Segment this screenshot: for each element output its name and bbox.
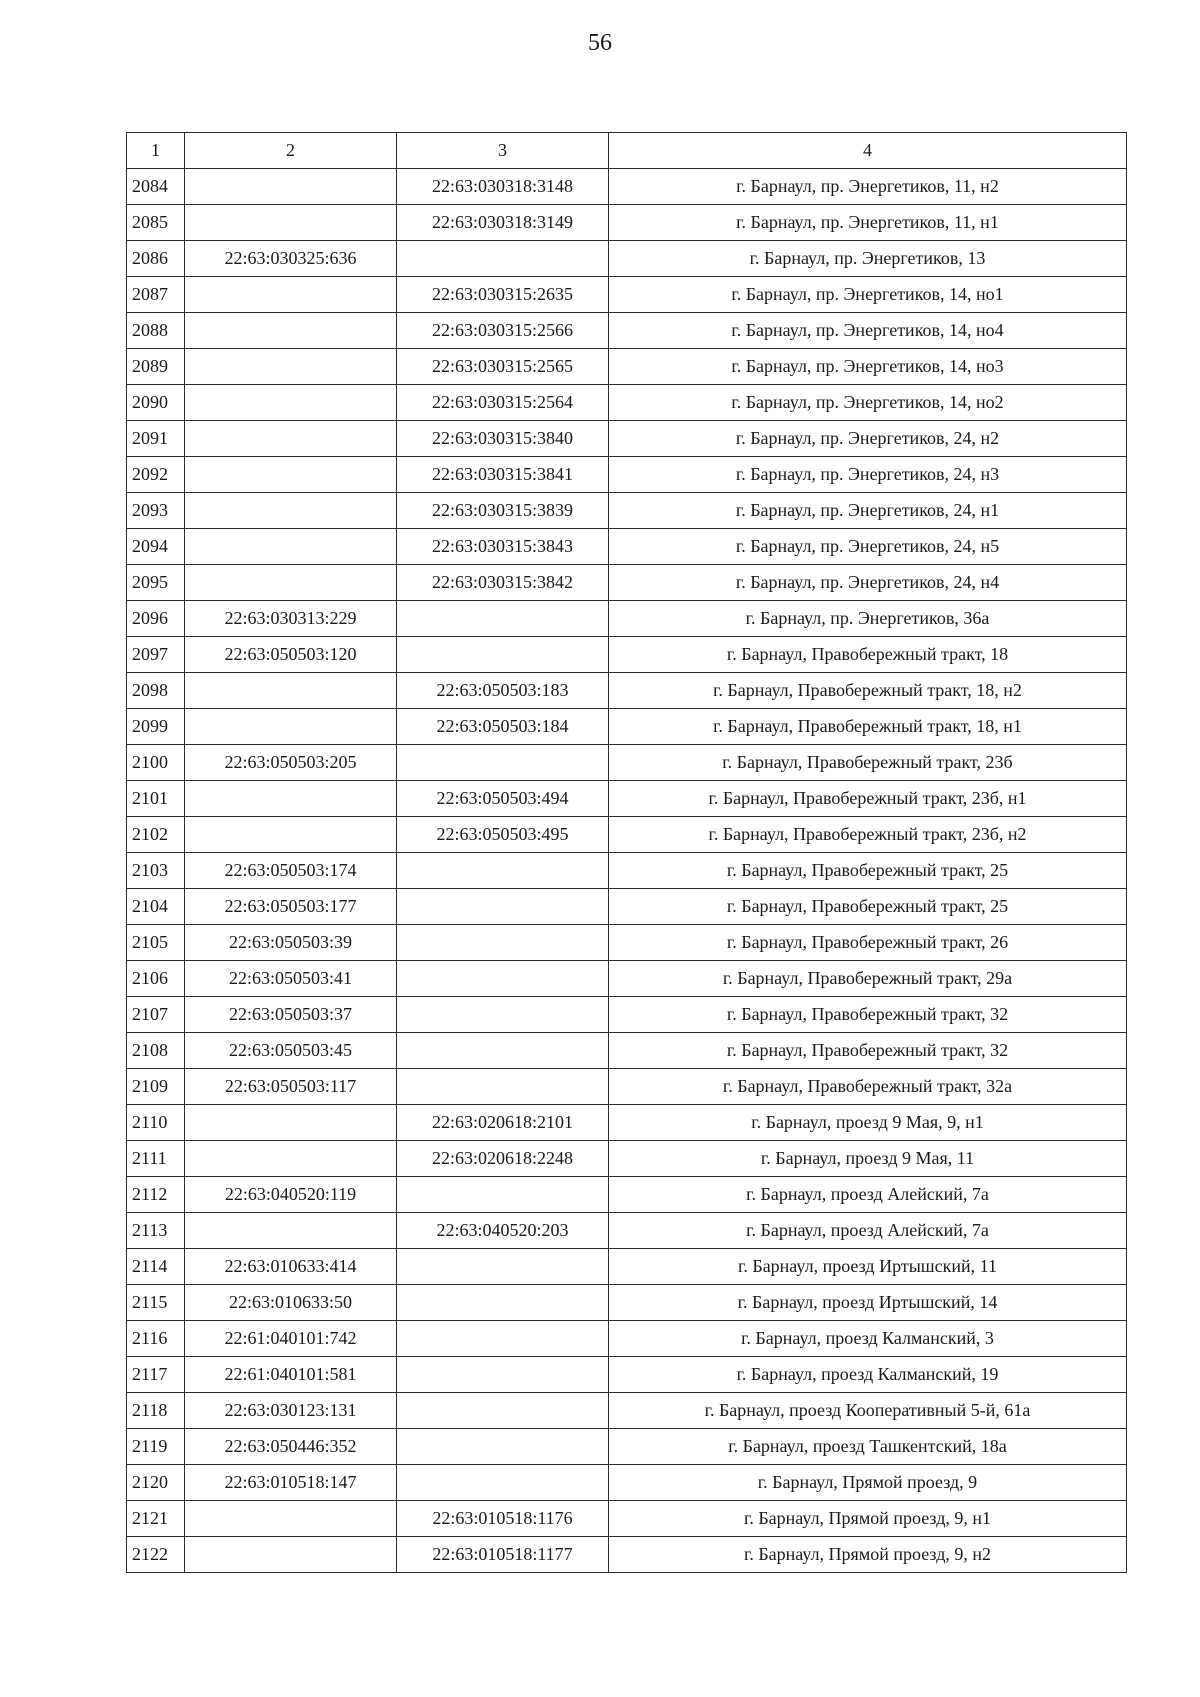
cadastral-number-building: 22:63:030315:2635: [397, 277, 609, 313]
row-number: 2088: [127, 313, 185, 349]
row-number: 2089: [127, 349, 185, 385]
cadastral-number-building: [397, 1321, 609, 1357]
address: г. Барнаул, пр. Энергетиков, 24, н5: [609, 529, 1127, 565]
cadastral-number-land: 22:63:050503:117: [185, 1069, 397, 1105]
cadastral-number-land: [185, 1105, 397, 1141]
table-row: [127, 421, 1127, 457]
cadastral-number-building: [397, 1429, 609, 1465]
address: г. Барнаул, пр. Энергетиков, 36а: [609, 601, 1127, 637]
cadastral-number-land: [185, 673, 397, 709]
row-number: 2085: [127, 205, 185, 241]
row-number: 2086: [127, 241, 185, 277]
address: г. Барнаул, проезд Алейский, 7а: [609, 1213, 1127, 1249]
address: г. Барнаул, проезд Кооперативный 5-й, 61а: [609, 1393, 1127, 1429]
page-number: 56: [588, 30, 612, 56]
cadastral-number-land: 22:63:050503:205: [185, 745, 397, 781]
address: г. Барнаул, Правобережный тракт, 25: [609, 889, 1127, 925]
row-number: 2102: [127, 817, 185, 853]
table-row: [127, 313, 1127, 349]
row-number: 2101: [127, 781, 185, 817]
cadastral-number-building: 22:63:030315:2566: [397, 313, 609, 349]
cadastral-number-building: 22:63:020618:2101: [397, 1105, 609, 1141]
address: г. Барнаул, пр. Энергетиков, 24, н3: [609, 457, 1127, 493]
address: г. Барнаул, Правобережный тракт, 32: [609, 1033, 1127, 1069]
cadastral-number-building: 22:63:030315:3840: [397, 421, 609, 457]
cadastral-number-land: 22:63:010633:414: [185, 1249, 397, 1285]
cadastral-number-building: [397, 1069, 609, 1105]
table-row: [127, 169, 1127, 205]
table-row: [127, 925, 1127, 961]
cadastral-number-land: 22:61:040101:742: [185, 1321, 397, 1357]
header-col-1: 1: [127, 133, 185, 169]
table-row: [127, 1177, 1127, 1213]
address: г. Барнаул, Правобережный тракт, 25: [609, 853, 1127, 889]
cadastral-number-land: 22:63:050503:45: [185, 1033, 397, 1069]
address: г. Барнаул, пр. Энергетиков, 11, н1: [609, 205, 1127, 241]
cadastral-number-building: [397, 997, 609, 1033]
address: г. Барнаул, Правобережный тракт, 18, н1: [609, 709, 1127, 745]
address: г. Барнаул, Правобережный тракт, 18, н2: [609, 673, 1127, 709]
cadastral-number-land: [185, 817, 397, 853]
address: г. Барнаул, пр. Энергетиков, 13: [609, 241, 1127, 277]
table-row: [127, 601, 1127, 637]
cadastral-number-land: 22:63:030325:636: [185, 241, 397, 277]
row-number: 2096: [127, 601, 185, 637]
table-row: [127, 817, 1127, 853]
row-number: 2093: [127, 493, 185, 529]
row-number: 2117: [127, 1357, 185, 1393]
cadastral-number-land: [185, 1537, 397, 1573]
row-number: 2107: [127, 997, 185, 1033]
address: г. Барнаул, Прямой проезд, 9, н2: [609, 1537, 1127, 1573]
cadastral-number-building: [397, 1465, 609, 1501]
cadastral-number-land: 22:63:050503:41: [185, 961, 397, 997]
cadastral-number-building: 22:63:030315:2565: [397, 349, 609, 385]
table-row: [127, 781, 1127, 817]
row-number: 2116: [127, 1321, 185, 1357]
cadastral-number-building: 22:63:030315:3843: [397, 529, 609, 565]
row-number: 2084: [127, 169, 185, 205]
cadastral-number-land: 22:63:050503:120: [185, 637, 397, 673]
cadastral-number-building: 22:63:010518:1177: [397, 1537, 609, 1573]
cadastral-number-land: 22:63:030313:229: [185, 601, 397, 637]
cadastral-number-building: 22:63:050503:495: [397, 817, 609, 853]
cadastral-number-building: 22:63:020618:2248: [397, 1141, 609, 1177]
row-number: 2106: [127, 961, 185, 997]
row-number: 2115: [127, 1285, 185, 1321]
address: г. Барнаул, проезд Иртышский, 11: [609, 1249, 1127, 1285]
table-row: [127, 1141, 1127, 1177]
cadastral-number-land: [185, 277, 397, 313]
row-number: 2091: [127, 421, 185, 457]
row-number: 2099: [127, 709, 185, 745]
address: г. Барнаул, пр. Энергетиков, 24, н2: [609, 421, 1127, 457]
address: г. Барнаул, Правобережный тракт, 23б, н1: [609, 781, 1127, 817]
row-number: 2109: [127, 1069, 185, 1105]
cadastral-number-building: [397, 1285, 609, 1321]
table-row: [127, 493, 1127, 529]
registry-table: [126, 132, 1127, 1573]
cadastral-number-land: 22:63:050503:39: [185, 925, 397, 961]
row-number: 2121: [127, 1501, 185, 1537]
cadastral-number-building: 22:63:030315:2564: [397, 385, 609, 421]
table-row: [127, 1249, 1127, 1285]
cadastral-number-land: 22:63:030123:131: [185, 1393, 397, 1429]
row-number: 2097: [127, 637, 185, 673]
table-row: [127, 637, 1127, 673]
table-row: [127, 241, 1127, 277]
row-number: 2087: [127, 277, 185, 313]
table-row: [127, 1033, 1127, 1069]
cadastral-number-land: [185, 313, 397, 349]
cadastral-number-land: 22:63:050503:177: [185, 889, 397, 925]
table-row: [127, 385, 1127, 421]
header-col-4: 4: [609, 133, 1127, 169]
cadastral-number-building: [397, 925, 609, 961]
table-row: [127, 1321, 1127, 1357]
cadastral-number-building: 22:63:030318:3149: [397, 205, 609, 241]
cadastral-number-building: 22:63:010518:1176: [397, 1501, 609, 1537]
table-row: [127, 889, 1127, 925]
address: г. Барнаул, пр. Энергетиков, 24, н1: [609, 493, 1127, 529]
table-row: [127, 1537, 1127, 1573]
row-number: 2110: [127, 1105, 185, 1141]
address: г. Барнаул, Правобережный тракт, 18: [609, 637, 1127, 673]
cadastral-number-land: [185, 349, 397, 385]
cadastral-number-land: [185, 1141, 397, 1177]
cadastral-number-building: 22:63:050503:494: [397, 781, 609, 817]
table-row: [127, 1285, 1127, 1321]
table-row: [127, 1429, 1127, 1465]
cadastral-number-land: [185, 457, 397, 493]
table-row: [127, 457, 1127, 493]
address: г. Барнаул, проезд Калманский, 19: [609, 1357, 1127, 1393]
table-body: [127, 169, 1127, 1573]
address: г. Барнаул, проезд Калманский, 3: [609, 1321, 1127, 1357]
cadastral-number-building: [397, 1393, 609, 1429]
cadastral-number-building: 22:63:050503:183: [397, 673, 609, 709]
cadastral-number-land: [185, 1213, 397, 1249]
cadastral-number-building: [397, 601, 609, 637]
table-row: [127, 205, 1127, 241]
table-row: [127, 1501, 1127, 1537]
row-number: 2111: [127, 1141, 185, 1177]
address: г. Барнаул, пр. Энергетиков, 24, н4: [609, 565, 1127, 601]
row-number: 2108: [127, 1033, 185, 1069]
table-row: [127, 277, 1127, 313]
cadastral-number-building: [397, 745, 609, 781]
cadastral-number-land: [185, 385, 397, 421]
address: г. Барнаул, Правобережный тракт, 23б, н2: [609, 817, 1127, 853]
table-row: [127, 1465, 1127, 1501]
address: г. Барнаул, Правобережный тракт, 26: [609, 925, 1127, 961]
table-row: [127, 529, 1127, 565]
cadastral-number-land: [185, 781, 397, 817]
cadastral-number-land: [185, 493, 397, 529]
table-row: [127, 1393, 1127, 1429]
address: г. Барнаул, Прямой проезд, 9: [609, 1465, 1127, 1501]
table-row: [127, 961, 1127, 997]
address: г. Барнаул, проезд 9 Мая, 9, н1: [609, 1105, 1127, 1141]
cadastral-number-building: 22:63:050503:184: [397, 709, 609, 745]
cadastral-number-building: [397, 241, 609, 277]
address: г. Барнаул, проезд Иртышский, 14: [609, 1285, 1127, 1321]
cadastral-number-building: 22:63:030315:3839: [397, 493, 609, 529]
table-row: [127, 565, 1127, 601]
cadastral-number-land: 22:63:050503:174: [185, 853, 397, 889]
row-number: 2098: [127, 673, 185, 709]
table-row: [127, 745, 1127, 781]
table-row: [127, 1213, 1127, 1249]
cadastral-number-land: [185, 709, 397, 745]
cadastral-number-land: [185, 169, 397, 205]
table-row: [127, 709, 1127, 745]
table-row: [127, 673, 1127, 709]
address: г. Барнаул, проезд Алейский, 7а: [609, 1177, 1127, 1213]
address: г. Барнаул, проезд 9 Мая, 11: [609, 1141, 1127, 1177]
address: г. Барнаул, Прямой проезд, 9, н1: [609, 1501, 1127, 1537]
cadastral-number-land: 22:61:040101:581: [185, 1357, 397, 1393]
row-number: 2113: [127, 1213, 185, 1249]
address: г. Барнаул, Правобережный тракт, 32: [609, 997, 1127, 1033]
cadastral-number-building: 22:63:040520:203: [397, 1213, 609, 1249]
cadastral-number-land: 22:63:010633:50: [185, 1285, 397, 1321]
row-number: 2090: [127, 385, 185, 421]
header-col-3: 3: [397, 133, 609, 169]
cadastral-number-building: [397, 889, 609, 925]
row-number: 2104: [127, 889, 185, 925]
cadastral-number-building: [397, 637, 609, 673]
table-row: [127, 997, 1127, 1033]
cadastral-number-building: [397, 961, 609, 997]
row-number: 2095: [127, 565, 185, 601]
row-number: 2103: [127, 853, 185, 889]
cadastral-number-building: 22:63:030315:3841: [397, 457, 609, 493]
cadastral-number-land: 22:63:040520:119: [185, 1177, 397, 1213]
address: г. Барнаул, проезд Ташкентский, 18а: [609, 1429, 1127, 1465]
row-number: 2112: [127, 1177, 185, 1213]
address: г. Барнаул, пр. Энергетиков, 11, н2: [609, 169, 1127, 205]
cadastral-number-building: [397, 1357, 609, 1393]
cadastral-number-land: [185, 421, 397, 457]
header-row: [127, 133, 1127, 169]
cadastral-number-land: [185, 529, 397, 565]
table-row: [127, 349, 1127, 385]
header-col-2: 2: [185, 133, 397, 169]
row-number: 2092: [127, 457, 185, 493]
table-row: [127, 1069, 1127, 1105]
cadastral-number-land: [185, 205, 397, 241]
address: г. Барнаул, Правобережный тракт, 29а: [609, 961, 1127, 997]
cadastral-number-building: 22:63:030315:3842: [397, 565, 609, 601]
cadastral-number-building: [397, 853, 609, 889]
cadastral-number-building: [397, 1033, 609, 1069]
row-number: 2122: [127, 1537, 185, 1573]
cadastral-number-building: 22:63:030318:3148: [397, 169, 609, 205]
table-row: [127, 1105, 1127, 1141]
row-number: 2105: [127, 925, 185, 961]
address: г. Барнаул, пр. Энергетиков, 14, но2: [609, 385, 1127, 421]
table-row: [127, 1357, 1127, 1393]
row-number: 2100: [127, 745, 185, 781]
address: г. Барнаул, пр. Энергетиков, 14, но3: [609, 349, 1127, 385]
cadastral-number-land: [185, 565, 397, 601]
row-number: 2118: [127, 1393, 185, 1429]
cadastral-number-building: [397, 1249, 609, 1285]
cadastral-number-land: 22:63:050503:37: [185, 997, 397, 1033]
address: г. Барнаул, Правобережный тракт, 23б: [609, 745, 1127, 781]
cadastral-number-building: [397, 1177, 609, 1213]
row-number: 2094: [127, 529, 185, 565]
address: г. Барнаул, пр. Энергетиков, 14, но4: [609, 313, 1127, 349]
cadastral-number-land: 22:63:050446:352: [185, 1429, 397, 1465]
row-number: 2120: [127, 1465, 185, 1501]
table-row: [127, 853, 1127, 889]
cadastral-number-land: [185, 1501, 397, 1537]
row-number: 2119: [127, 1429, 185, 1465]
row-number: 2114: [127, 1249, 185, 1285]
address: г. Барнаул, пр. Энергетиков, 14, но1: [609, 277, 1127, 313]
address: г. Барнаул, Правобережный тракт, 32а: [609, 1069, 1127, 1105]
cadastral-number-land: 22:63:010518:147: [185, 1465, 397, 1501]
